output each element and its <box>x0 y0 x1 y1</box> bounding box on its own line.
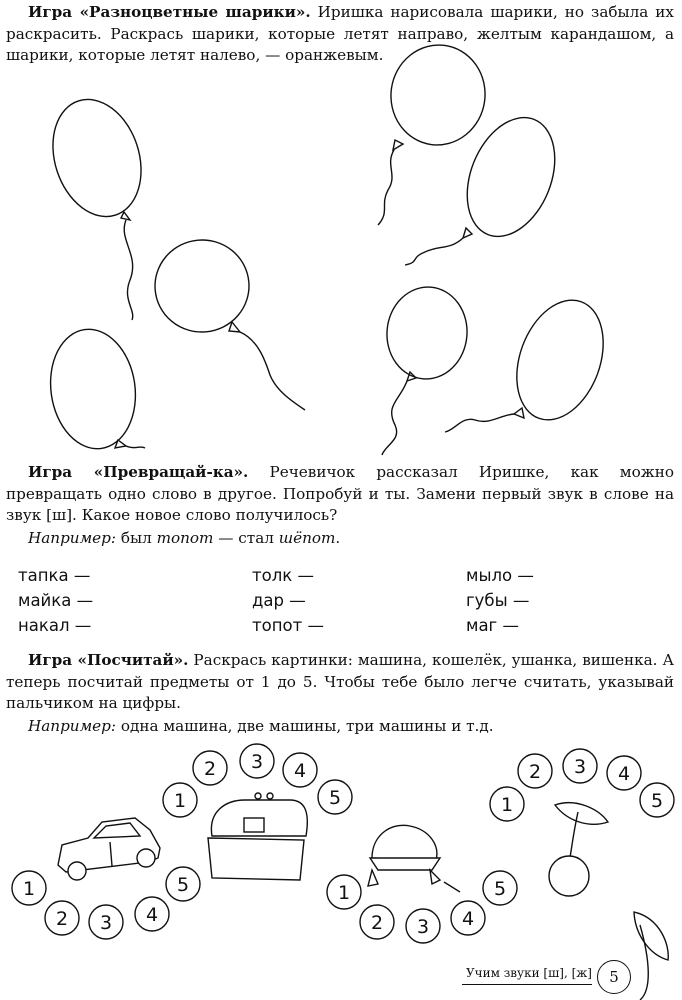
number-label: 5 <box>650 790 664 812</box>
hat-picture <box>368 825 460 892</box>
page-number: 5 <box>597 960 631 994</box>
footer-text: Учим звуки [ш], [ж] <box>466 966 592 980</box>
number-label: 4 <box>293 760 307 782</box>
word-item: губы — <box>466 591 530 610</box>
game3-title: Игра «Посчитай». <box>28 651 189 669</box>
number-label: 3 <box>573 756 587 778</box>
number-label: 1 <box>22 878 36 900</box>
game3-text: Раскрась картинки: машина, кошелёк, ушанка, вишенка. А теперь посчитай предметы от 1 до 5. Чтобы тебе было легче считать, указывай пальчиком на цифры. <box>6 651 674 712</box>
game2-example-label: Например: <box>28 529 117 547</box>
number-label: 1 <box>500 794 514 816</box>
number-label: 5 <box>493 878 507 900</box>
word-item: дар — <box>252 591 306 610</box>
car-picture <box>58 818 160 880</box>
game2-example-end: . <box>335 529 341 547</box>
word-item: майка — <box>18 591 94 610</box>
game2-text: Речевичок рассказал Иришке, как можно превращать одно слово в другое. Попробуй и ты. Замени первый звук в слове на звук [ш]. Какое новое слово получилось? <box>6 463 675 524</box>
word-item: тапка — <box>18 566 91 585</box>
number-label: 4 <box>461 908 475 930</box>
word-item: топот — <box>252 616 324 635</box>
number-label: 2 <box>55 908 69 930</box>
number-label: 2 <box>203 758 217 780</box>
game1-title: Игра «Разноцветные шарики». <box>28 3 311 21</box>
game1-text: Иришка нарисовала шарики, но забыла их раскрасить. Раскрась шарики, которые летят направо, желтым карандашом, а шарики, которые летят налево, — оранжевым. <box>6 3 674 64</box>
number-label: 2 <box>370 912 384 934</box>
number-label: 3 <box>99 912 113 934</box>
game3-example-label: Например: <box>28 717 117 735</box>
word-item: толк — <box>252 566 314 585</box>
number-group-2 <box>12 867 200 939</box>
number-label: 4 <box>617 763 631 785</box>
number-group-3 <box>327 871 517 943</box>
number-label: 1 <box>173 790 187 812</box>
number-label: 4 <box>145 904 159 926</box>
number-label: 2 <box>528 761 542 783</box>
number-label: 3 <box>416 916 430 938</box>
word-item: мыло — <box>466 566 534 585</box>
game2-example-text1: был <box>116 529 157 547</box>
game2-example-word1: топот <box>156 529 214 547</box>
word-item: накал — <box>18 616 92 635</box>
word-item: маг — <box>466 616 519 635</box>
footer-divider <box>462 984 592 985</box>
game3-example-text: одна машина, две машины, три машины и т.д. <box>116 717 494 735</box>
game2-example-text2: — стал <box>213 529 279 547</box>
purse-picture <box>208 793 307 880</box>
number-label: 3 <box>250 751 264 773</box>
number-label: 5 <box>328 787 342 809</box>
number-label: 5 <box>176 874 190 896</box>
game2-title: Игра «Превращай-ка». <box>28 463 249 481</box>
number-label: 1 <box>337 882 351 904</box>
game2-example-word2: шёпот <box>278 529 336 547</box>
